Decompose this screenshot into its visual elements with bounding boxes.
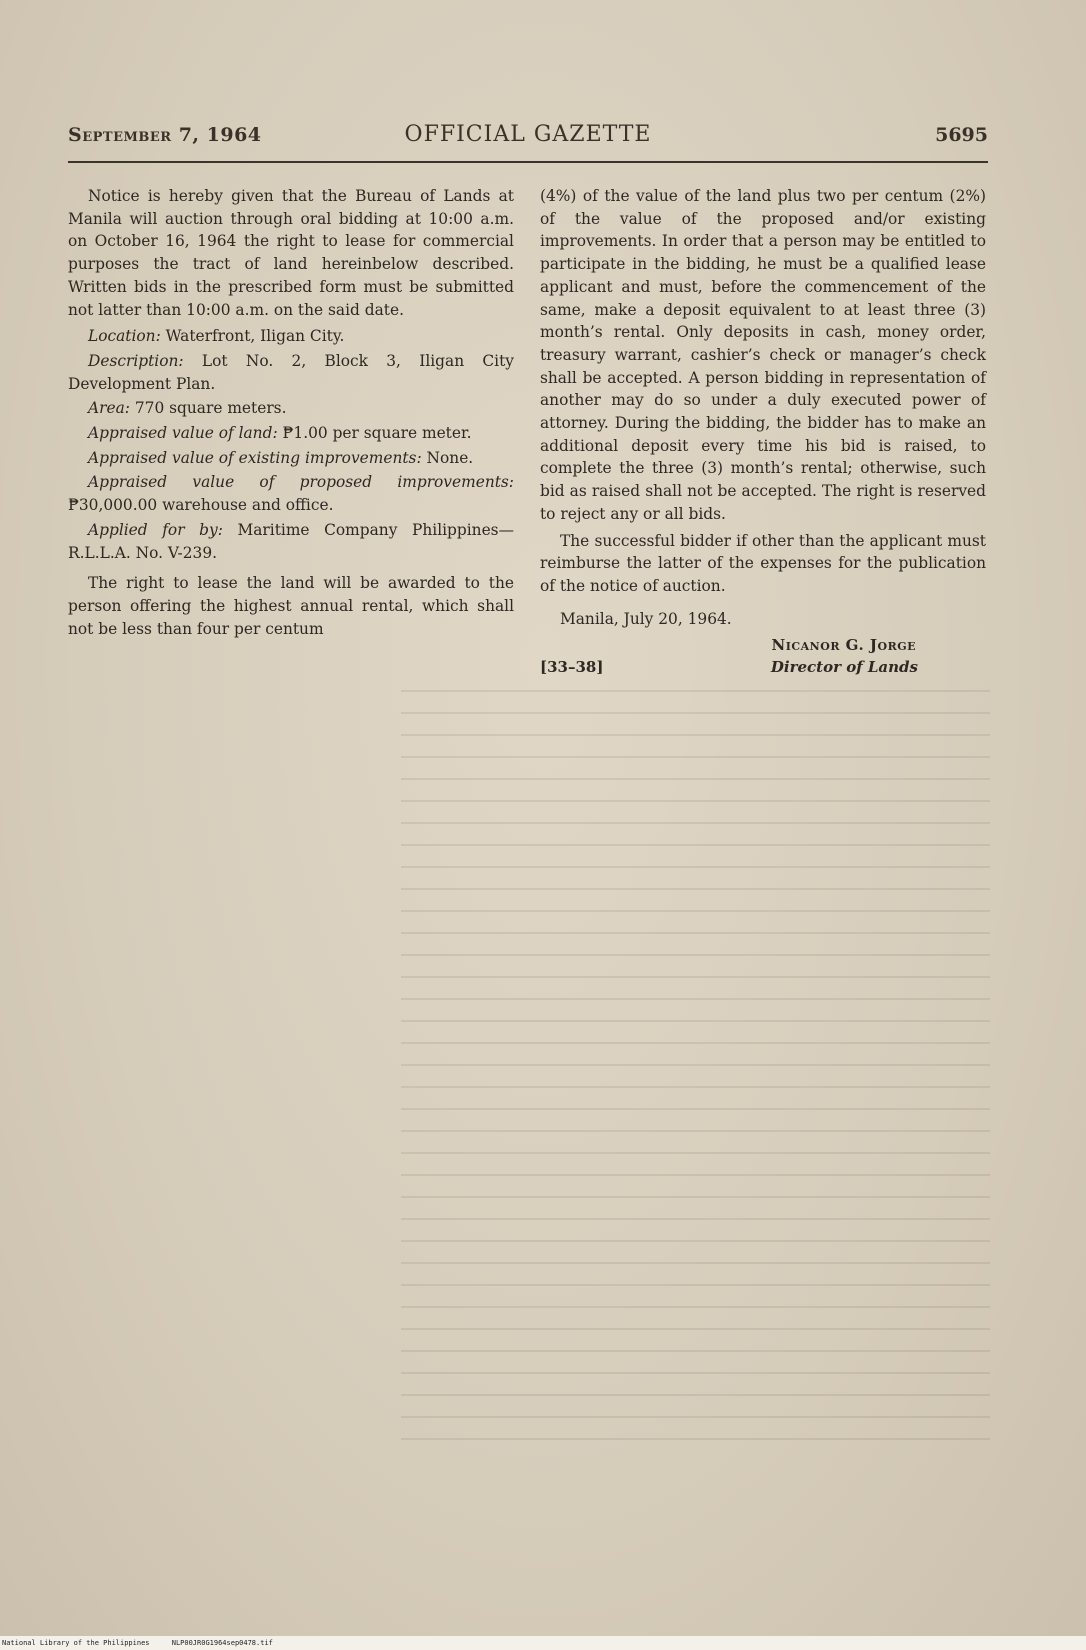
field-value: ₱30,000.00 warehouse and office. <box>68 496 334 515</box>
field-label: Description: <box>88 351 184 370</box>
field-value: None. <box>426 448 474 467</box>
field-appraised-existing <box>68 447 514 470</box>
field-label: Area: <box>88 399 130 418</box>
header-title: OFFICIAL GAZETTE <box>404 122 652 147</box>
field-location <box>68 325 514 348</box>
header-page-number: 5695 <box>935 124 988 146</box>
right-column <box>540 185 986 678</box>
issue-code: [33–38] <box>540 658 604 677</box>
field-value: 770 square meters. <box>134 399 287 418</box>
reimburse-paragraph: The successful bidder if other than the applicant must reimburse the latter of the expenses for the publication of the notice of auction. <box>540 531 986 595</box>
field-label: Appraised value of existing improvements: <box>88 448 422 467</box>
field-value: ₱1.00 per square meter. <box>282 424 472 443</box>
header-date: September 7, 1964 <box>68 124 262 146</box>
award-paragraph-cont: (4%) of the value of the land plus two per centum (2%) of the value of the proposed and/or existing improvements. In order that a person may be entitled to participate in the bidding, he must be a qualified lease applicant and must, before the commencement of the same, make a deposit equivalent to at least three (3) month’s rental. Only deposits in cash, money order, treasury warrant, cashier’s check or manager’s check shall be accepted. A person bidding in representation of another may do so under a duly executed power of attorney. During the bidding, the bidder has to make an additional deposit every time his bid is raised, to complete the three (3) month’s rental; otherwise, such bid as raised shall not be accepted. The right is reserved to reject any or all bids. <box>540 187 986 523</box>
header-rule <box>68 161 988 163</box>
scan-footer <box>0 1636 1086 1650</box>
field-label: Appraised value of land: <box>88 424 278 443</box>
award-paragraph-start: The right to lease the land will be awarded to the person offering the highest annual rental, which shall not be less than four per centum <box>68 574 514 638</box>
field-description <box>68 350 514 395</box>
field-label: Location: <box>88 327 161 346</box>
place-date: Manila, July 20, 1964. <box>560 609 732 628</box>
field-appraised-proposed <box>68 471 514 516</box>
field-label: Appraised value of proposed improvements: <box>88 473 514 492</box>
footer-file: NLP00JR0G1964sep0478.tif <box>171 1639 273 1647</box>
signature-block <box>540 634 986 678</box>
field-value: Maritime Company Philippines—R.L.L.A. No. V-239. <box>68 520 514 562</box>
left-column <box>68 185 514 644</box>
field-appraised-land <box>68 422 514 445</box>
signatory-name: Nicanor G. Jorge <box>771 636 916 655</box>
field-label: Applied for by: <box>88 520 223 539</box>
footer-library: National Library of the Philippines <box>2 1639 150 1647</box>
field-value: Waterfront, Iligan City. <box>165 327 345 346</box>
field-value: Lot No. 2, Block 3, Iligan City Development Plan. <box>68 351 514 393</box>
page-header <box>68 124 988 160</box>
field-applied-for <box>68 519 514 564</box>
field-area <box>68 397 514 420</box>
signatory-title: Director of Lands <box>770 658 918 677</box>
notice-intro: Notice is hereby given that the Bureau of Lands at Manila will auction through oral bidding at 10:00 a.m. on October 16, 1964 the right to lease for commercial purposes the tract of land hereinbelow described. Written bids in the prescribed form must be submitted not latter than 10:00 a.m. on the said date. <box>68 187 514 319</box>
